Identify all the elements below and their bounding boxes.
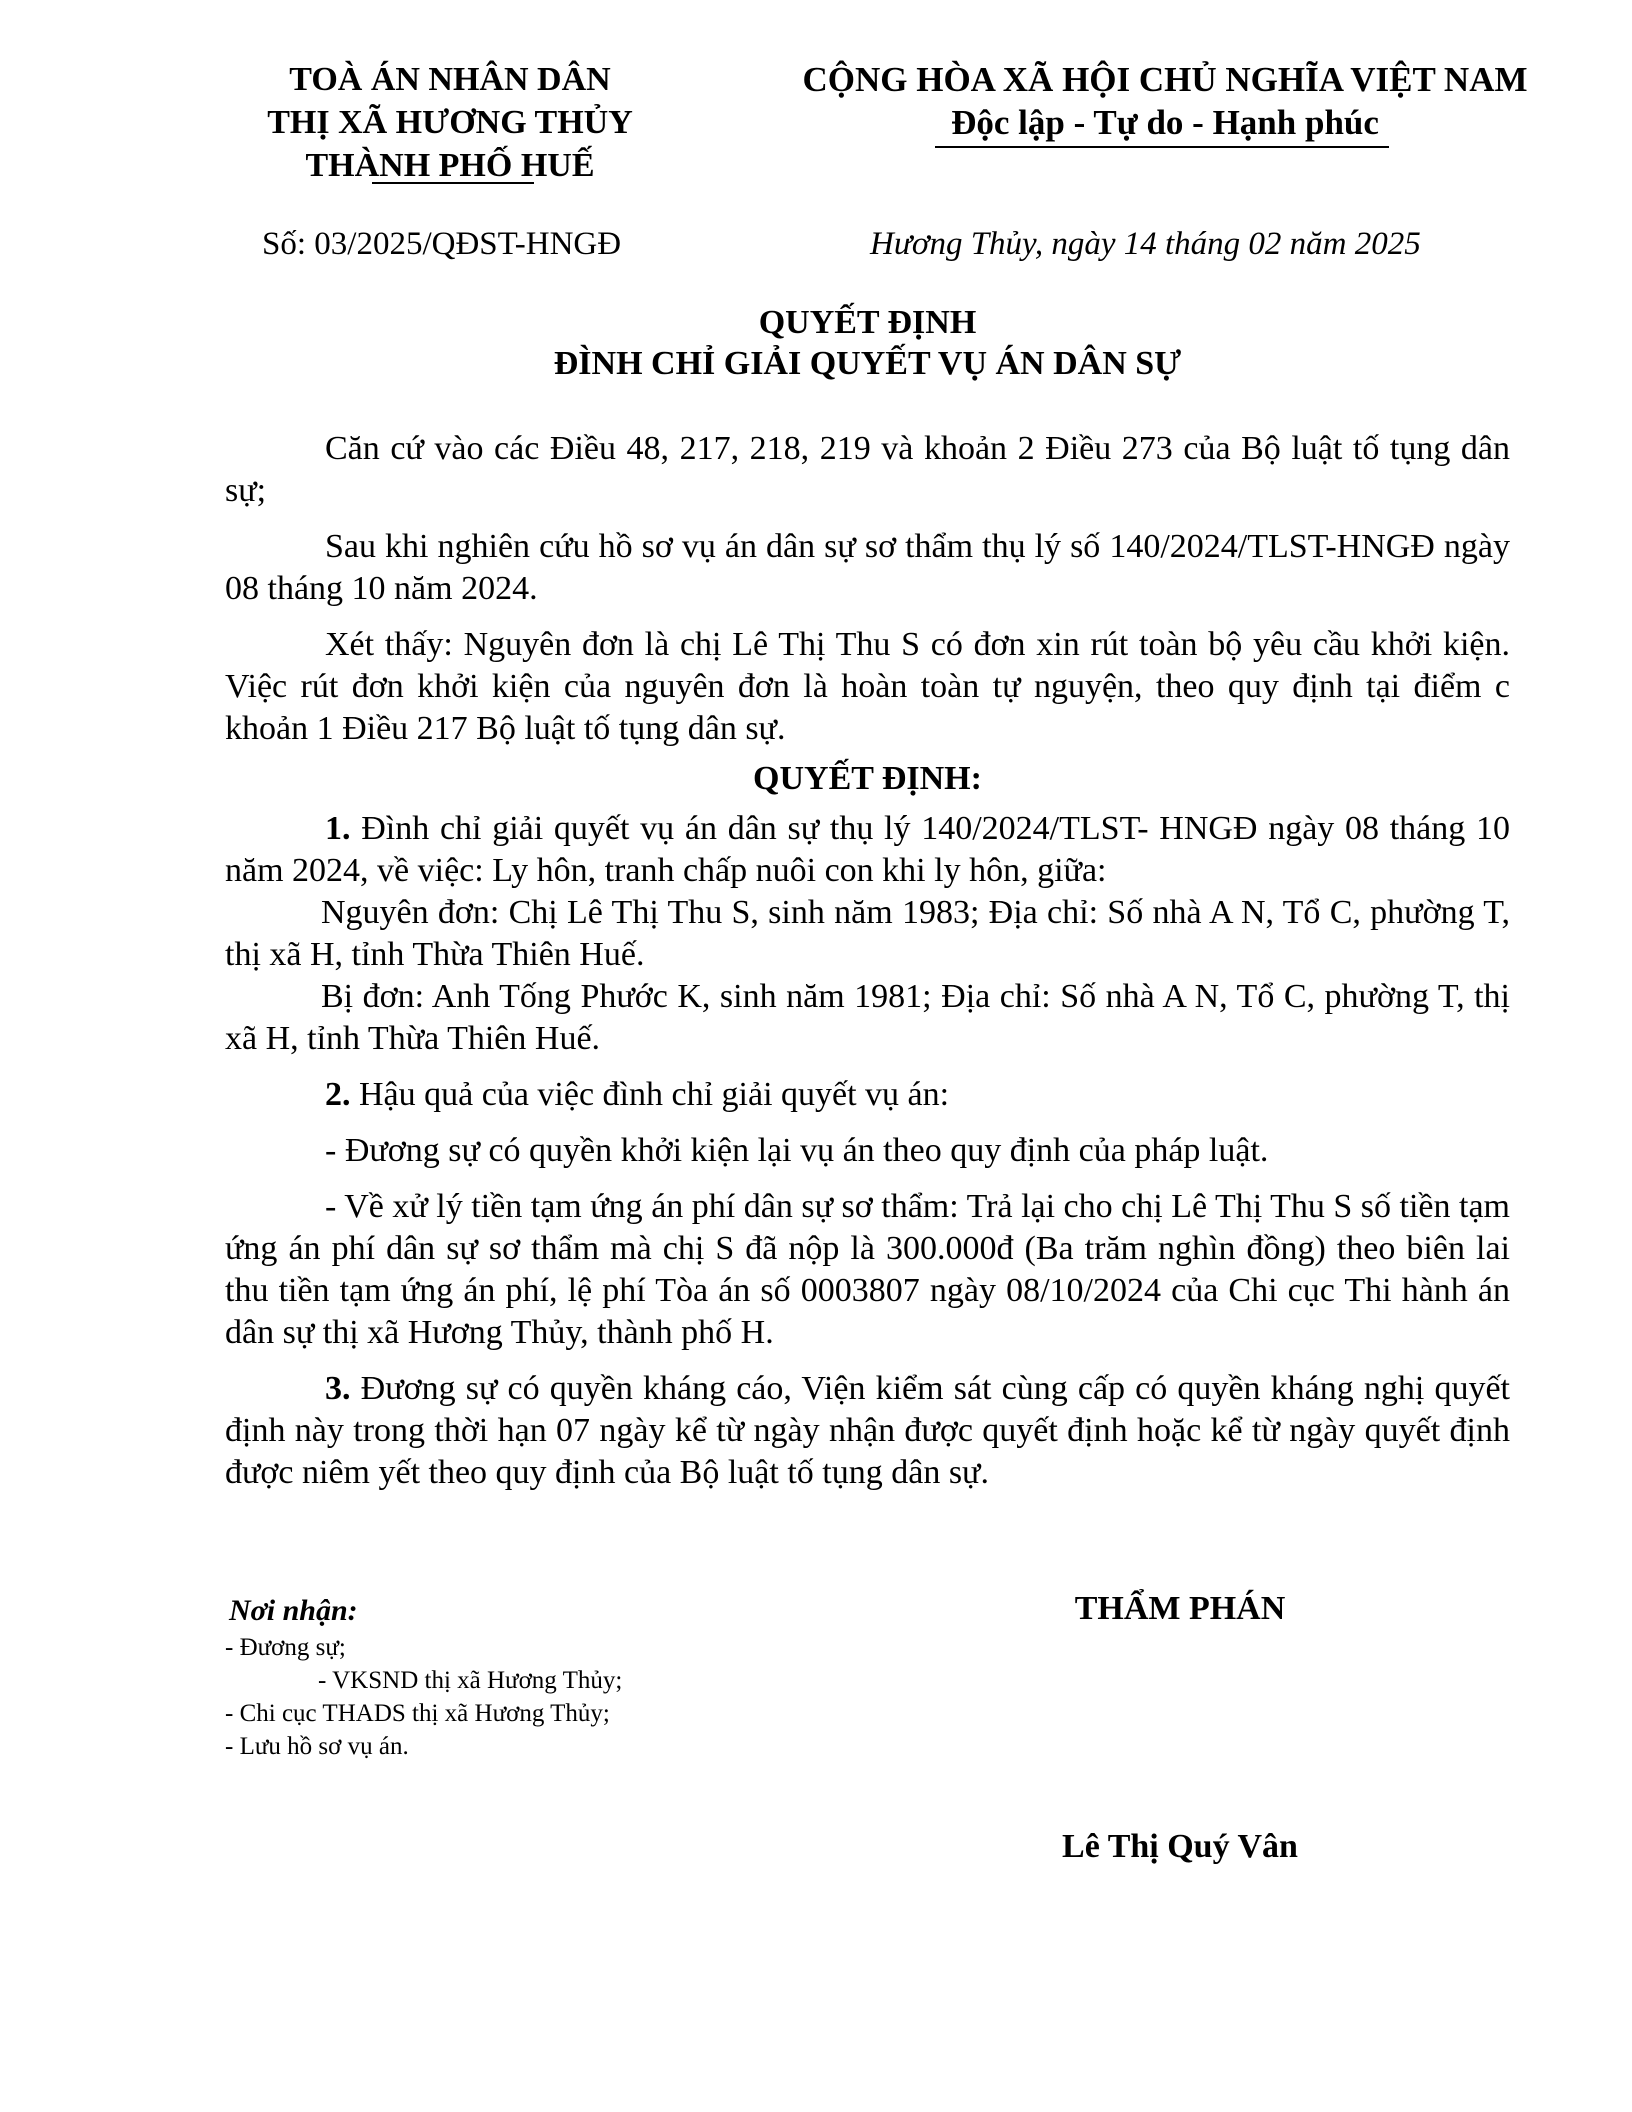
plaintiff-paragraph: Nguyên đơn: Chị Lê Thị Thu S, sinh năm 1983; Địa chỉ: Số nhà A N, Tổ C, phường T, thị xã H, tỉnh Thừa Thiên Huế. (225, 894, 1510, 973)
court-line-3: THÀNH PHỐ HUẾ (305, 147, 595, 184)
document-title (230, 302, 1505, 384)
item-2-number: 2. (325, 1076, 351, 1113)
title-line-2: ĐÌNH CHỈ GIẢI QUYẾT VỤ ÁN DÂN SỰ (553, 345, 1182, 382)
court-fee-refund-paragraph: - Về xử lý tiền tạm ứng án phí dân sự sơ thẩm: Trả lại cho chị Lê Thị Thu S số tiền tạm ứng án phí dân sự sơ thẩm mà chị S đã nộp là 300.000đ (Ba trăm nghìn đồng) theo biên lai thu tiền tạm ứng án phí, lệ phí Tòa án số 0003807 ngày 08/10/2024 của Chi cục Thi hành án dân sự thị xã Hương Thủy, thành phố H. (225, 1188, 1510, 1351)
case-review-paragraph: Sau khi nghiên cứu hồ sơ vụ án dân sự sơ thẩm thụ lý số 140/2024/TLST-HNGĐ ngày 08 tháng 10 năm 2024. (225, 528, 1510, 607)
right-to-refile-paragraph: - Đương sự có quyền khởi kiện lại vụ án theo quy định của pháp luật. (325, 1132, 1269, 1169)
item-2-text: Hậu quả của việc đình chỉ giải quyết vụ án: (350, 1076, 950, 1113)
national-header (785, 58, 1545, 144)
recipient-item: - Đương sự; (225, 1634, 346, 1661)
recipients-list (225, 1631, 945, 1763)
recipient-item: - Chi cục THADS thị xã Hương Thủy; (225, 1700, 610, 1727)
item-1-number: 1. (325, 810, 351, 847)
item-1-text: Đình chỉ giải quyết vụ án dân sự thụ lý 140/2024/TLST- HNGĐ ngày 08 tháng 10 năm 2024, về việc: Ly hôn, tranh chấp nuôi con khi ly hôn, giữa: (225, 810, 1510, 889)
decision-item-3 (225, 1368, 1510, 1494)
court-name (230, 58, 670, 187)
court-underline (372, 182, 534, 184)
legal-basis-section (225, 428, 1510, 1494)
decision-item-2 (225, 1074, 1510, 1116)
defendant-paragraph: Bị đơn: Anh Tống Phước K, sinh năm 1981; Địa chỉ: Số nhà A N, Tổ C, phường T, thị xã H, tỉnh Thừa Thiên Huế. (225, 978, 1510, 1057)
recipient-item: - Lưu hồ sơ vụ án. (225, 1733, 409, 1760)
national-motto: Độc lập - Tự do - Hạnh phúc (951, 103, 1379, 142)
nation-name: CỘNG HÒA XÃ HỘI CHỦ NGHĨA VIỆT NAM (802, 60, 1528, 99)
court-line-1: TOÀ ÁN NHÂN DÂN (289, 61, 611, 98)
title-line-1: QUYẾT ĐỊNH (758, 304, 977, 341)
decision-heading: QUYẾT ĐỊNH: (753, 760, 982, 797)
court-line-2: THỊ XÃ HƯƠNG THỦY (267, 104, 633, 141)
recipients-title: Nơi nhận: (229, 1594, 358, 1627)
item-3-text: Đương sự có quyền kháng cáo, Viện kiểm sát cùng cấp có quyền kháng nghị quyết định này trong thời hạn 07 ngày kể từ ngày nhận được quyết định hoặc kể từ ngày quyết định được niêm yết theo quy định của Bộ luật tố tụng dân sự. (225, 1370, 1510, 1491)
document-date: Hương Thủy, ngày 14 tháng 02 năm 2025 (870, 226, 1421, 262)
document-number: Số: 03/2025/QĐST-HNGĐ (262, 226, 622, 262)
findings-paragraph: Xét thấy: Nguyên đơn là chị Lê Thị Thu S có đơn xin rút toàn bộ yêu cầu khởi kiện. Việc rút đơn khởi kiện của nguyên đơn là hoàn toàn tự nguyện, theo quy định tại điểm c khoản 1 Điều 217 Bộ luật tố tụng dân sự. (225, 626, 1510, 747)
legal-basis-paragraph: Căn cứ vào các Điều 48, 217, 218, 219 và khoản 2 Điều 273 của Bộ luật tố tụng dân sự; (225, 430, 1510, 509)
judge-name: Lê Thị Quý Vân (1062, 1828, 1298, 1865)
item-3-number: 3. (325, 1370, 351, 1407)
recipient-item: - VKSND thị xã Hương Thủy; (318, 1667, 623, 1694)
decision-item-1 (225, 808, 1510, 892)
motto-underline (935, 146, 1389, 148)
judge-title: THẨM PHÁN (1074, 1590, 1286, 1627)
